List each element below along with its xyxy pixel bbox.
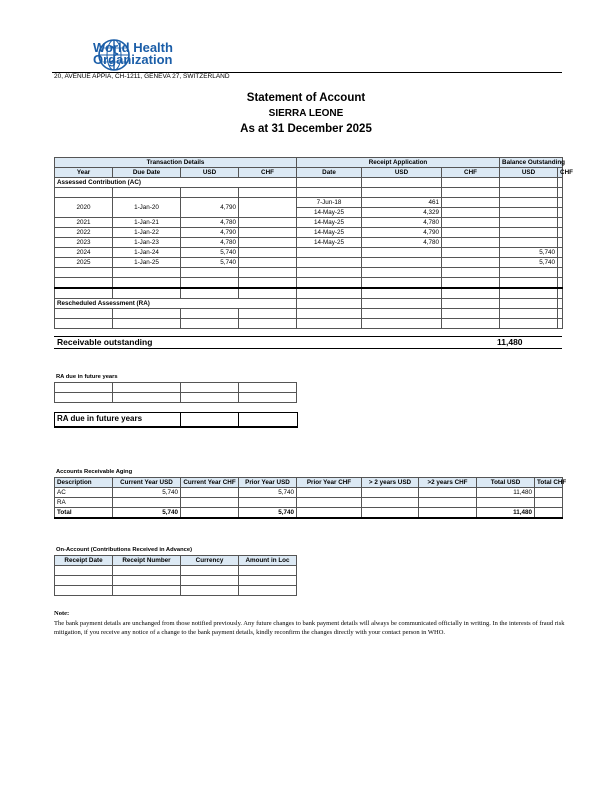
receipt-usd-cell: 4,780 [362, 238, 442, 248]
balance-cell: 5,740 [500, 248, 558, 258]
ra-future-title: RA due in future years [56, 374, 118, 380]
year-cell: 2022 [55, 228, 113, 238]
col-over2-chf: >2 years CHF [419, 478, 477, 488]
total-current-usd: 5,740 [113, 508, 181, 519]
receipt-usd-cell: 4,329 [362, 208, 442, 218]
balance-cell [500, 228, 558, 238]
year-cell: 2023 [55, 238, 113, 248]
receipt-usd-cell [362, 258, 442, 268]
aging-header-row [55, 478, 563, 488]
on-account-table [54, 555, 297, 596]
prior-usd-cell [239, 498, 297, 508]
col-over2-usd: > 2 years USD [362, 478, 419, 488]
receipt-date-cell: 14-May-25 [297, 218, 362, 228]
on-account-title: On-Account (Contributions Received in Advance) [56, 547, 193, 553]
table-row [55, 248, 563, 258]
col-total-usd: Total USD [477, 478, 535, 488]
col-balance-usd: USD [500, 168, 558, 178]
table-row [55, 268, 563, 278]
col-prior-usd: Prior Year USD [239, 478, 297, 488]
statement-date: As at 31 December 2025 [240, 123, 372, 135]
section-ra-label: Rescheduled Assessment (RA) [55, 299, 297, 309]
section-row [55, 299, 563, 309]
column-divider [238, 413, 239, 426]
table-row [55, 393, 297, 403]
section-row [55, 178, 563, 188]
org-name: World Health Organization [93, 40, 173, 67]
table-row [55, 383, 297, 393]
table-row [55, 198, 563, 208]
total-usd-cell: 11,480 [477, 488, 535, 498]
year-cell: 2024 [55, 248, 113, 258]
ra-future-table [54, 382, 297, 403]
group-balance: Balance Outstanding [500, 158, 563, 168]
col-balance-chf: CHF [558, 168, 563, 178]
total-usd-cell [477, 498, 535, 508]
receipt-date-cell [297, 248, 362, 258]
receipt-usd-cell: 461 [362, 198, 442, 208]
note-text: The bank payment details are unchanged from those notified previously. Any future changes to bank payment details will always be communicated officially in writing. In the interests of fraud risk mitigation, if you receive any notice of a change to the bank payment details, kindly reconfirm the changes directly with your contact person in WHO. [54, 620, 565, 637]
balance-cell: 5,740 [500, 258, 558, 268]
ra-future-total [54, 412, 298, 428]
table-row [55, 309, 563, 319]
due-date-cell: 1-Jan-23 [113, 238, 181, 248]
note-title: Note: [54, 610, 70, 617]
table-row [55, 319, 563, 329]
usd-cell: 5,740 [181, 258, 239, 268]
receipt-date-cell [297, 258, 362, 268]
org-address: 20, AVENUE APPIA, CH-1211, GENEVA 27, SWITZERLAND [54, 73, 230, 80]
receipt-date-cell: 14-May-25 [297, 208, 362, 218]
year-cell: 2020 [55, 198, 113, 218]
table-row [55, 238, 563, 248]
on-account-header-row [55, 556, 297, 566]
total-label: Total [55, 508, 113, 519]
receipt-usd-cell: 4,780 [362, 218, 442, 228]
total-prior-usd: 5,740 [239, 508, 297, 519]
column-divider [180, 413, 181, 426]
description-cell: AC [55, 488, 113, 498]
table-row [55, 228, 563, 238]
usd-cell: 5,740 [181, 248, 239, 258]
receipt-date-cell: 14-May-25 [297, 238, 362, 248]
usd-cell: 4,790 [181, 198, 239, 218]
group-receipt: Receipt Application [297, 158, 500, 168]
receivable-row [54, 337, 562, 349]
ra-future-total-label: RA due in future years [57, 414, 143, 423]
aging-row-ac [55, 488, 563, 498]
col-description: Description [55, 478, 113, 488]
statement-title: Statement of Account [246, 92, 366, 104]
group-transaction: Transaction Details [55, 158, 297, 168]
balance-cell [500, 238, 558, 248]
due-date-cell: 1-Jan-25 [113, 258, 181, 268]
receipt-date-cell: 14-May-25 [297, 228, 362, 238]
col-current-usd: Current Year USD [113, 478, 181, 488]
table-row [55, 566, 297, 576]
aging-total-row [55, 508, 563, 519]
prior-usd-cell: 5,740 [239, 488, 297, 498]
col-due-date: Due Date [113, 168, 181, 178]
col-total-chf: Total CHF [535, 478, 563, 488]
due-date-cell: 1-Jan-24 [113, 248, 181, 258]
current-usd-cell: 5,740 [113, 488, 181, 498]
table-row [55, 288, 563, 299]
receipt-usd-cell [362, 248, 442, 258]
year-cell: 2021 [55, 218, 113, 228]
col-current-chf: Current Year CHF [181, 478, 239, 488]
receipt-usd-cell: 4,790 [362, 228, 442, 238]
col-amount-loc: Amount in Loc [239, 556, 297, 566]
col-date: Date [297, 168, 362, 178]
aging-title: Accounts Receivable Aging [56, 469, 133, 475]
receivable-label: Receivable outstanding [57, 337, 153, 347]
col-currency: Currency [181, 556, 239, 566]
usd-cell: 4,780 [181, 218, 239, 228]
column-header-row [55, 168, 563, 178]
aging-table [54, 477, 567, 519]
table-row [55, 586, 297, 596]
section-ac-label: Assessed Contribution (AC) [55, 178, 297, 188]
receipt-date-cell: 7-Jun-18 [297, 198, 362, 208]
col-year: Year [55, 168, 113, 178]
balance-cell [500, 218, 558, 228]
col-receipt-date: Receipt Date [55, 556, 113, 566]
col-receipt-chf: CHF [442, 168, 500, 178]
due-date-cell: 1-Jan-20 [113, 198, 181, 218]
country-name: SIERRA LEONE [268, 108, 344, 119]
table-row [55, 258, 563, 268]
receivable-value: 11,480 [497, 337, 523, 347]
due-date-cell: 1-Jan-22 [113, 228, 181, 238]
group-header-row [55, 158, 563, 168]
table-row [55, 278, 563, 289]
current-usd-cell [113, 498, 181, 508]
usd-cell: 4,780 [181, 238, 239, 248]
col-receipt-usd: USD [362, 168, 442, 178]
usd-cell: 4,790 [181, 228, 239, 238]
description-cell: RA [55, 498, 113, 508]
due-date-cell: 1-Jan-21 [113, 218, 181, 228]
year-cell: 2025 [55, 258, 113, 268]
statement-table [54, 157, 573, 329]
col-chf: CHF [239, 168, 297, 178]
table-row [55, 218, 563, 228]
table-row [55, 576, 297, 586]
table-row [55, 188, 563, 198]
col-prior-chf: Prior Year CHF [297, 478, 362, 488]
col-receipt-number: Receipt Number [113, 556, 181, 566]
col-usd: USD [181, 168, 239, 178]
aging-row-ra [55, 498, 563, 508]
total-total-usd: 11,480 [477, 508, 535, 519]
